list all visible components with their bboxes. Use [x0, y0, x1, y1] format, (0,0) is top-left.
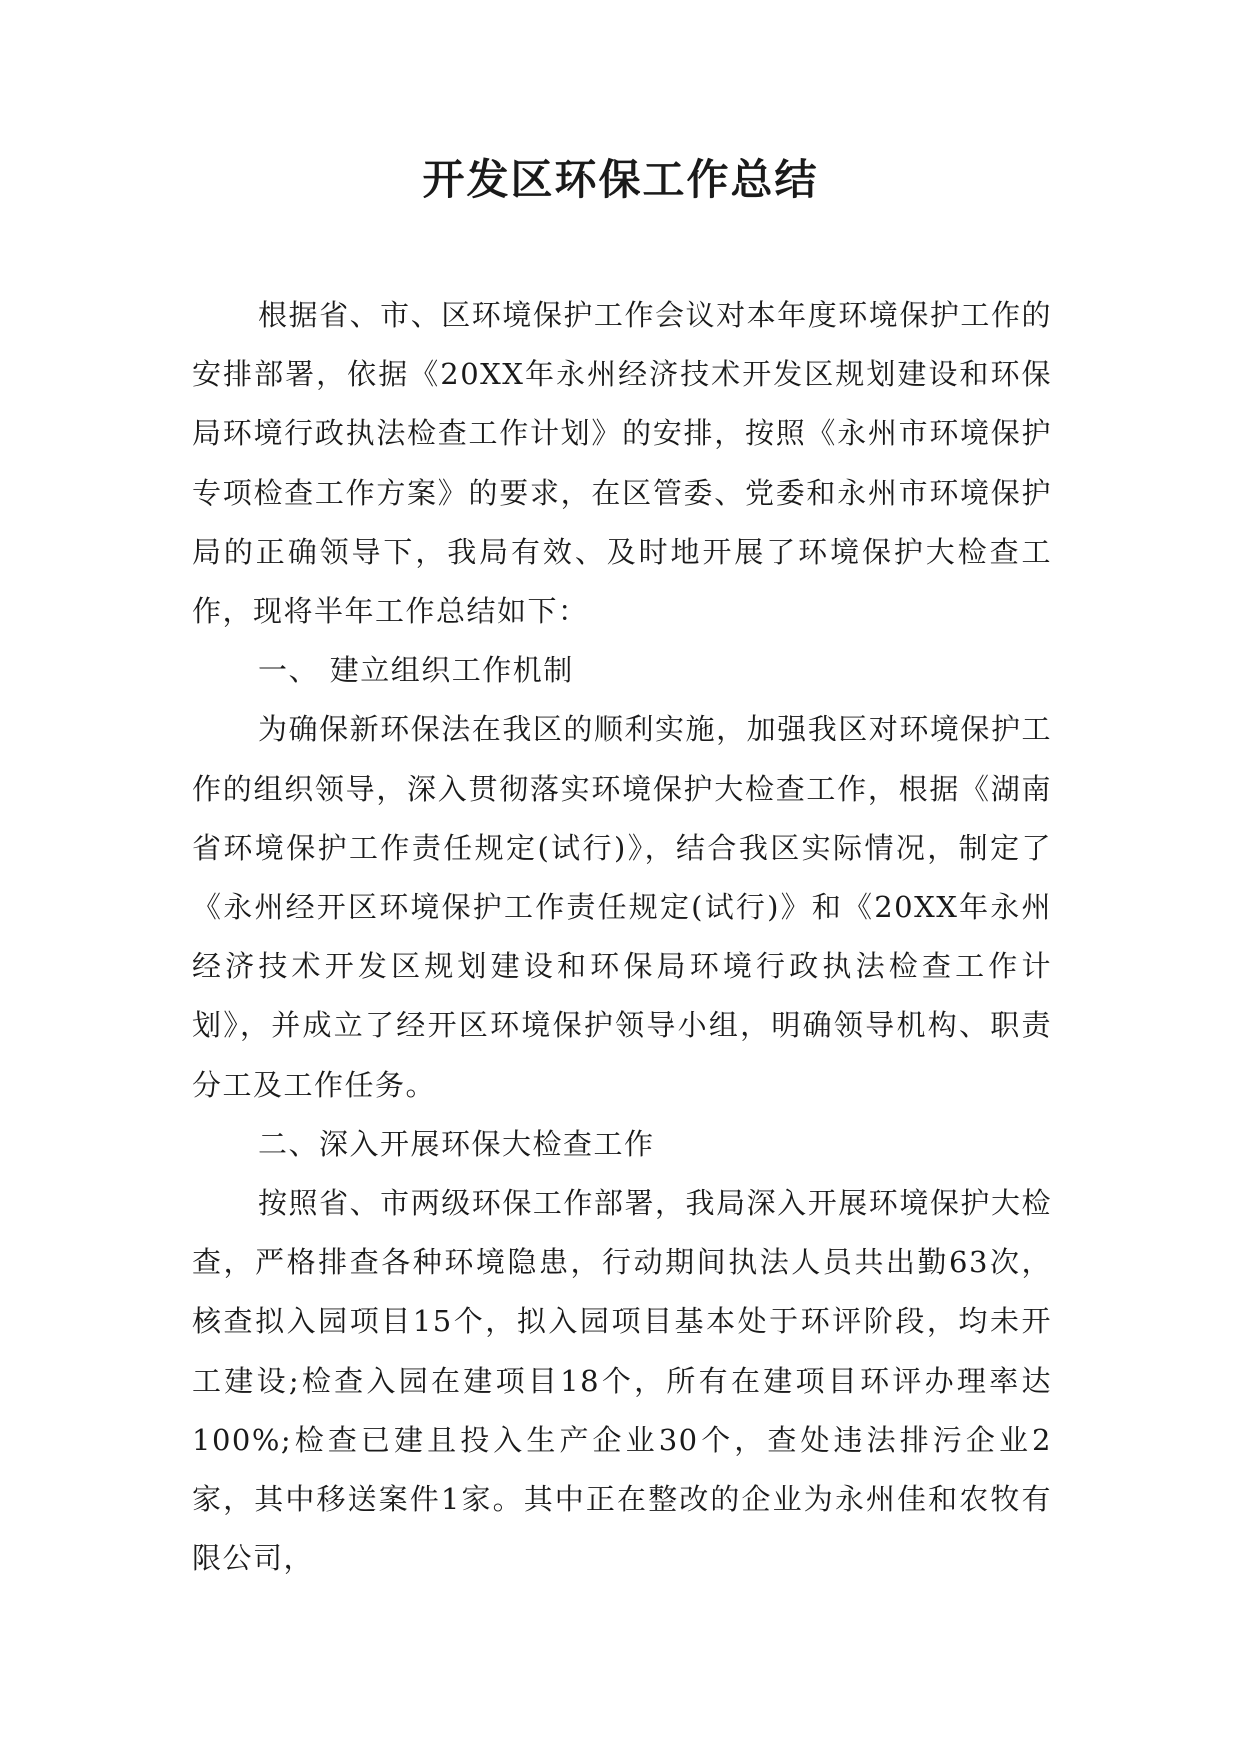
- paragraph-section-2: 按照省、市两级环保工作部署，我局深入开展环境保护大检查，严格排查各种环境隐患，行动期间执法人员共出勤63次，核查拟入园项目15个，拟入园项目基本处于环评阶段，均未开工建设;检查入园在建项目18个，所有在建项目环评办理率达100%;检查已建且投入生产企业30个，查处违法排污企业2家，其中移送案件1家。其中正在整改的企业为永州佳和农牧有限公司，: [192, 1186, 1052, 1576]
- document-title: 开发区环保工作总结: [422, 155, 819, 204]
- paragraph-intro: 根据省、市、区环境保护工作会议对本年度环境保护工作的安排部署，依据《20XX年永州经济技术开发区规划建设和环保局环境行政执法检查工作计划》的安排，按照《永州市环境保护专项检查工作方案》的要求，在区管委、党委和永州市环境保护局的正确领导下，我局有效、及时地开展了环境保护大检查工作，现将半年工作总结如下：: [192, 298, 1052, 629]
- section-heading-1: 一、 建立组织工作机制: [258, 653, 574, 688]
- document-body: [192, 286, 1052, 1588]
- section-heading-2: 二、深入开展环保大检查工作: [258, 1126, 655, 1161]
- paragraph-section-1: 为确保新环保法在我区的顺利实施，加强我区对环境保护工作的组织领导，深入贯彻落实环境保护大检查工作，根据《湖南省环境保护工作责任规定(试行)》，结合我区实际情况，制定了《永州经开区环境保护工作责任规定(试行)》和《20XX年永州经济技术开发区规划建设和环保局环境行政执法检查工作计划》，并成立了经开区环境保护领导小组，明确领导机构、职责分工及工作任务。: [192, 712, 1052, 1102]
